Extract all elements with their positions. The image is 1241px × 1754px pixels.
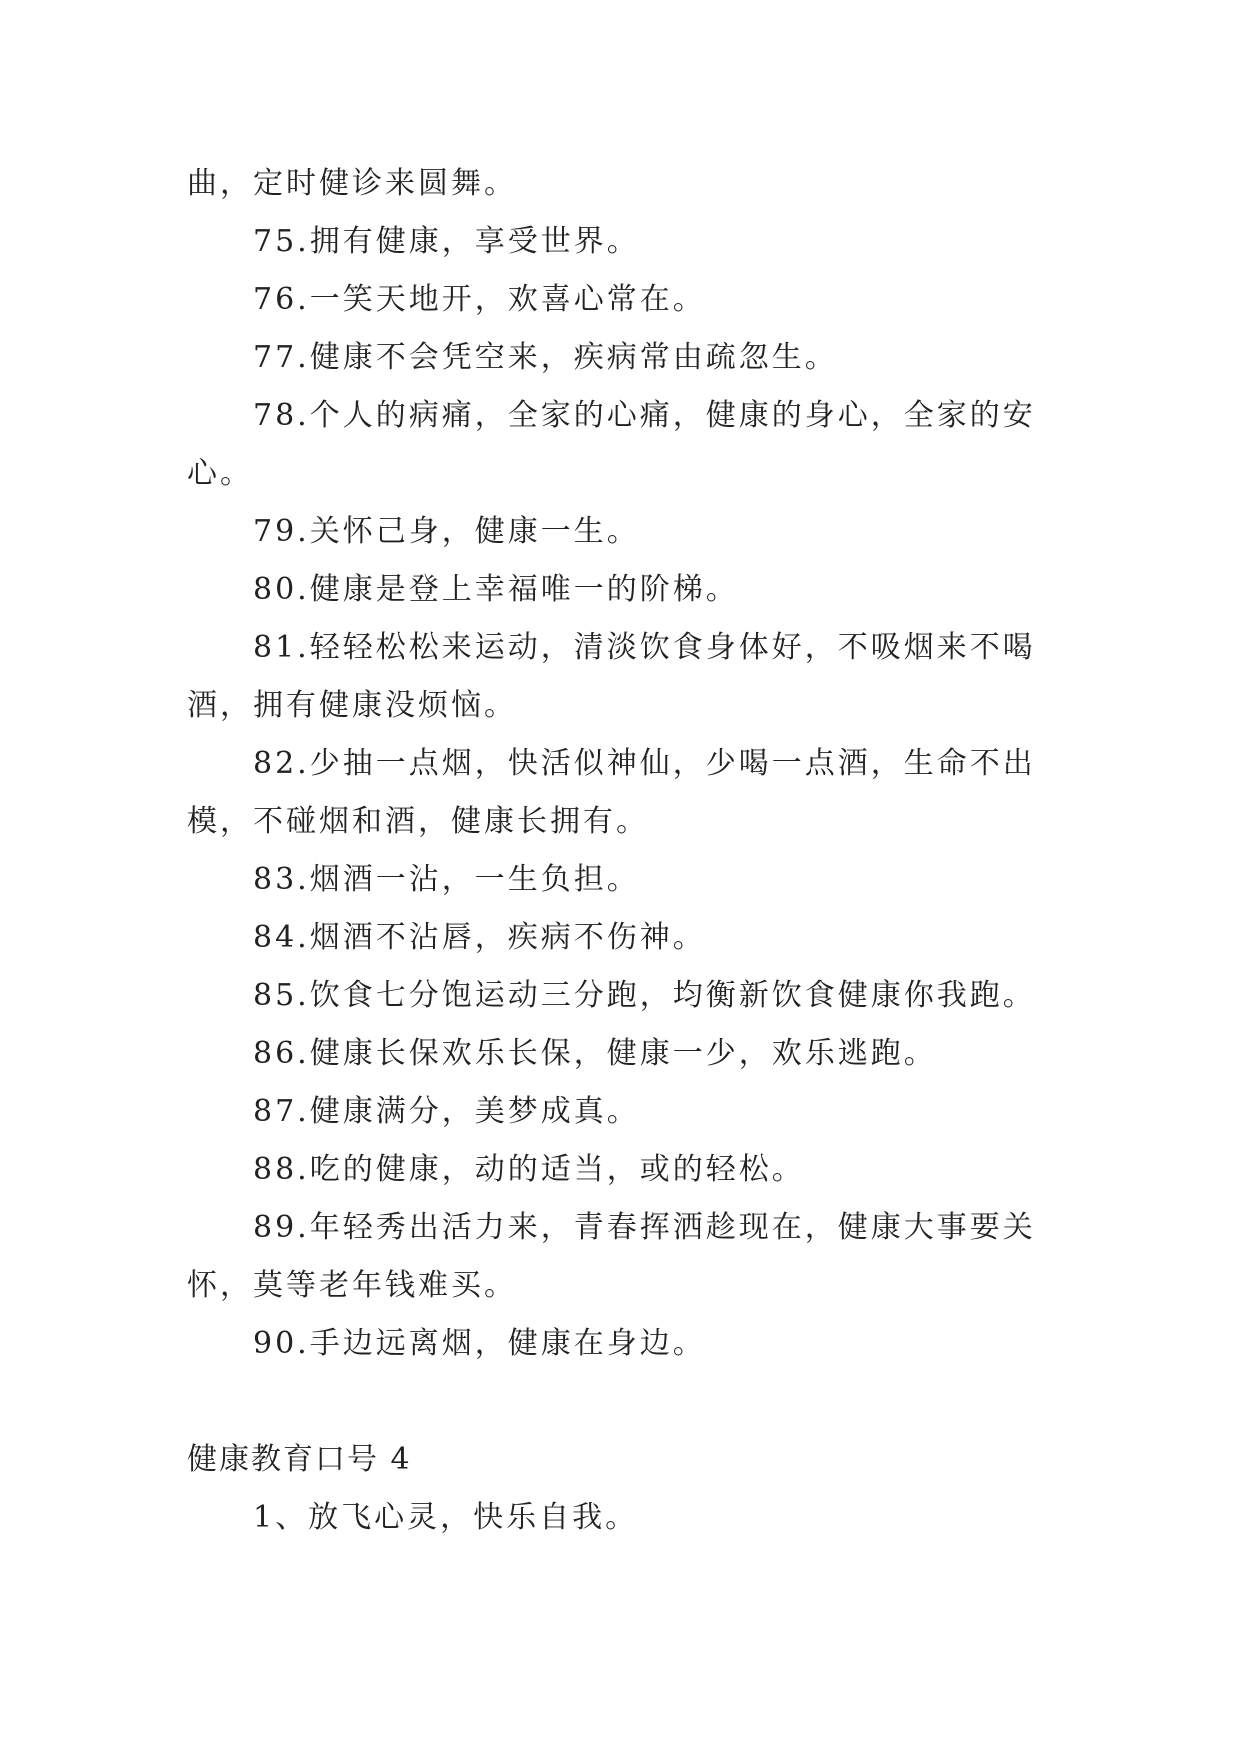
slogan-item-88: 88.吃的健康，动的适当，或的轻松。: [253, 1152, 805, 1187]
slogan-item-80: 80.健康是登上幸福唯一的阶梯。: [253, 572, 739, 607]
section-heading: 健康教育口号 4: [187, 1442, 412, 1477]
slogan-item-87: 87.健康满分，美梦成真。: [253, 1094, 640, 1129]
text-line-continuation: 怀，莫等老年钱难买。: [187, 1268, 517, 1303]
text-line-continuation: 酒，拥有健康没烦恼。: [187, 688, 517, 723]
slogan-item-90: 90.手边远离烟，健康在身边。: [253, 1326, 706, 1361]
slogan-item-79: 79.关怀己身，健康一生。: [253, 514, 640, 549]
text-line-continuation: 模，不碰烟和酒，健康长拥有。: [187, 804, 649, 839]
slogan-item-86: 86.健康长保欢乐长保，健康一少，欢乐逃跑。: [253, 1036, 937, 1071]
slogan-item-1: 1、放飞心灵，快乐自我。: [253, 1500, 639, 1535]
slogan-item-85: 85.饮食七分饱运动三分跑，均衡新饮食健康你我跑。: [253, 978, 1036, 1013]
slogan-item-75: 75.拥有健康，享受世界。: [253, 224, 640, 259]
slogan-item-81: 81.轻轻松松来运动，清淡饮食身体好，不吸烟来不喝: [253, 630, 1036, 665]
slogan-item-83: 83.烟酒一沾，一生负担。: [253, 862, 640, 897]
slogan-item-76: 76.一笑天地开，欢喜心常在。: [253, 282, 706, 317]
text-line-continuation: 曲，定时健诊来圆舞。: [187, 166, 517, 201]
slogan-item-77: 77.健康不会凭空来，疾病常由疏忽生。: [253, 340, 838, 375]
slogan-item-78: 78.个人的病痛，全家的心痛，健康的身心，全家的安: [253, 398, 1036, 433]
slogan-item-84: 84.烟酒不沾唇，疾病不伤神。: [253, 920, 706, 955]
slogan-item-82: 82.少抽一点烟，快活似神仙，少喝一点酒，生命不出: [253, 746, 1036, 781]
text-line-continuation: 心。: [187, 456, 253, 491]
slogan-item-89: 89.年轻秀出活力来，青春挥洒趁现在，健康大事要关: [253, 1210, 1036, 1245]
